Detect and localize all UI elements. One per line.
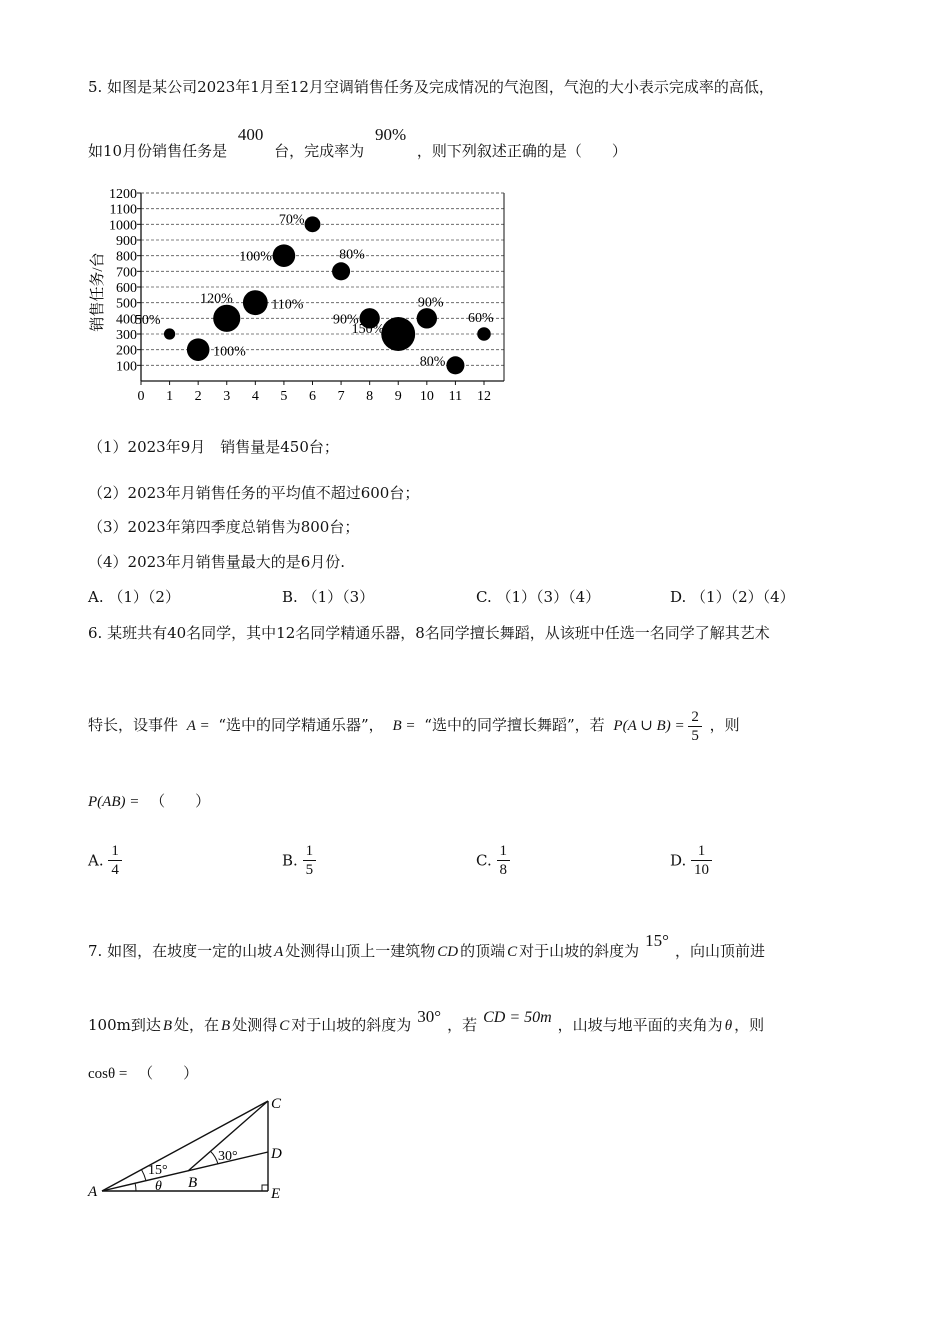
x-tick-label: 6 — [308, 389, 316, 404]
bubble-label: 110% — [271, 297, 304, 313]
q7-angle-30: 30° — [417, 1007, 442, 1026]
q6-ask-paren: （ ） — [150, 792, 211, 810]
q7-ask — [88, 1062, 198, 1083]
bubble-label: 50% — [134, 313, 161, 328]
q6-option-c[interactable] — [476, 842, 510, 879]
q6-condition-fraction — [688, 708, 702, 745]
q5-line1: 5. 如图是某公司2023年1月至12月空调销售任务及完成情况的气泡图，气泡的大小表示完成率的高低， — [88, 78, 774, 96]
y-tick-label: 300 — [116, 328, 137, 343]
q5-option-a[interactable] — [88, 586, 180, 607]
bubble-label: 70% — [278, 212, 305, 228]
option-text: （1）（3） — [302, 588, 375, 606]
bubble-month-9 — [381, 317, 415, 351]
q5-line2 — [88, 125, 627, 161]
q5-statement-2: （2）2023年月销售任务的平均值不超过600台； — [88, 484, 420, 502]
y-tick-label: 100 — [116, 359, 137, 375]
bubble-month-4 — [243, 290, 268, 315]
fraction-numerator: 1 — [691, 842, 712, 861]
x-tick-label: 3 — [223, 389, 231, 404]
q7-point-c: C — [507, 944, 518, 960]
option-fraction — [691, 842, 712, 879]
q6-line2-b: “选中的同学精通乐器”， — [218, 715, 384, 734]
bubble-label: 90% — [332, 312, 359, 328]
q7-figure — [84, 1090, 304, 1205]
bubble-label: 120% — [200, 291, 233, 307]
q7-line2-d: 对于山坡的斜度为 — [291, 1016, 412, 1034]
fraction-numerator: 1 — [303, 842, 317, 861]
option-letter: C. — [476, 851, 492, 870]
q7-line2 — [88, 1007, 765, 1035]
q6-condition — [613, 709, 705, 744]
q6-option-d[interactable] — [670, 842, 712, 879]
option-letter: D. — [670, 588, 687, 606]
x-tick-label: 11 — [448, 389, 463, 404]
bubble-month-5 — [273, 244, 296, 267]
fraction-denominator: 4 — [111, 862, 119, 878]
bubble-label: 100% — [239, 249, 272, 265]
q7-theta: θ — [724, 1018, 733, 1034]
bubble-label: 150% — [351, 322, 385, 337]
q5-line2-a: 如10月份销售任务是 — [88, 142, 228, 160]
q7-cd-eq: CD = 50m — [483, 1009, 552, 1026]
bubble-label: 60% — [467, 311, 494, 326]
q5-option-d[interactable] — [670, 586, 795, 607]
bubble-month-3 — [213, 305, 240, 332]
option-letter: A. — [88, 851, 104, 870]
arc-15 — [142, 1170, 147, 1181]
y-tick-label: 600 — [116, 281, 137, 296]
bubble-chart — [84, 184, 514, 404]
label-e: E — [271, 1186, 281, 1202]
x-tick-label: 2 — [194, 389, 202, 404]
q7-point-a: A — [274, 944, 284, 960]
x-tick-label: 9 — [394, 389, 402, 404]
option-text: （1）（2）（4） — [691, 588, 795, 606]
option-fraction — [303, 842, 317, 879]
q7-line1-b: 处测得山顶上一建筑物 — [285, 942, 436, 960]
bubble-month-11 — [446, 356, 464, 374]
q7-point-b: B — [162, 1018, 173, 1034]
line-ad — [102, 1152, 268, 1191]
q5-rate-value: 90% — [374, 125, 407, 144]
bubble-month-6 — [305, 216, 321, 232]
fraction-denominator: 5 — [691, 728, 699, 744]
x-tick-label: 7 — [337, 389, 345, 404]
x-tick-label: 8 — [366, 389, 374, 404]
q5-option-c[interactable] — [476, 586, 600, 607]
bubble-month-12 — [477, 327, 491, 341]
q7-point-b-2: B — [221, 1018, 231, 1034]
x-tick-label: 0 — [137, 389, 145, 404]
fraction-denominator: 10 — [694, 862, 710, 878]
y-tick-label: 500 — [116, 296, 137, 312]
q7-point-cd: CD — [437, 944, 459, 960]
q7-ask-paren: （ ） — [138, 1064, 199, 1082]
y-tick-label: 1100 — [109, 202, 137, 218]
bubble-month-1 — [164, 328, 175, 339]
option-letter: C. — [476, 588, 492, 606]
arc-theta — [135, 1183, 136, 1191]
x-tick-label: 10 — [419, 389, 434, 404]
q7-line2-a: 100m到达 — [88, 1016, 161, 1034]
chart-ylabel: 销售任务/台 — [90, 252, 106, 332]
q6-option-a[interactable] — [88, 842, 122, 879]
option-text: （1）（3）（4） — [496, 588, 601, 606]
fraction-denominator: 8 — [499, 862, 507, 878]
line-ac — [102, 1101, 268, 1191]
q7-line1-e: ，向山顶前进 — [674, 942, 765, 960]
q7-line2-e: ，若 — [447, 1016, 478, 1034]
option-fraction — [497, 842, 511, 879]
arc-30 — [211, 1151, 218, 1164]
label-b: B — [188, 1175, 198, 1191]
bubble-label: 90% — [417, 295, 444, 311]
fraction-denominator: 5 — [305, 862, 314, 878]
right-angle-mark — [262, 1185, 268, 1191]
option-letter: B. — [282, 588, 298, 606]
q6-condition-lhs: P(A ∪ B) = — [613, 717, 685, 734]
q7-angle-15: 15° — [645, 931, 669, 950]
q6-line2-a: 特长，设事件 — [88, 715, 179, 734]
option-fraction — [108, 842, 122, 879]
q7-line2-g: ，则 — [734, 1016, 765, 1034]
y-tick-label: 200 — [116, 343, 137, 359]
q5-statement-1: （1）2023年9月 销售量是450台； — [88, 438, 339, 456]
q7-line1-d: 对于山坡的斜度为 — [519, 942, 640, 960]
option-letter: D. — [670, 851, 687, 870]
q7-line2-c: 处测得 — [232, 1016, 278, 1034]
y-tick-label: 800 — [116, 249, 137, 265]
q7-line1 — [88, 931, 765, 961]
option-letter: B. — [282, 851, 298, 870]
q5-statement-4: （4）2023年月销售量最大的是6月份. — [88, 553, 346, 571]
bubble-month-10 — [417, 308, 437, 328]
y-tick-label: 700 — [116, 265, 137, 281]
x-tick-label: 12 — [476, 389, 491, 404]
q6-line2 — [88, 708, 740, 745]
q6-option-b[interactable] — [282, 842, 316, 879]
q7-ask-expr: cosθ = — [88, 1066, 128, 1082]
q6-ask-expr: P(AB) = — [88, 794, 140, 810]
x-tick-label: 1 — [166, 389, 174, 404]
fraction-numerator: 1 — [497, 842, 511, 861]
y-tick-label: 1200 — [109, 187, 137, 202]
y-tick-label: 400 — [116, 312, 137, 328]
q7-line2-b: 处，在 — [174, 1016, 220, 1034]
q7-line2-f: ，山坡与地平面的夹角为 — [557, 1016, 723, 1034]
option-text: （1）（2） — [108, 588, 180, 606]
q7-point-c-2: C — [279, 1018, 290, 1034]
bubble-month-2 — [187, 338, 210, 361]
q5-option-b[interactable] — [282, 586, 374, 607]
q5-line2-c: ，则下列叙述正确的是（ ） — [416, 142, 627, 160]
y-tick-label: 900 — [116, 234, 137, 249]
label-a: A — [88, 1184, 98, 1200]
q7-line1-c: 的顶端 — [460, 942, 506, 960]
bubble-month-7 — [332, 262, 350, 280]
label-angle-15: 15° — [148, 1163, 168, 1178]
q6-event-a: A = — [186, 717, 210, 734]
fraction-numerator: 1 — [108, 842, 122, 861]
q5-task-value: 400 — [237, 125, 264, 144]
q6-event-b: B = — [392, 717, 416, 734]
q6-line1: 6. 某班共有40名同学，其中12名同学精通乐器，8名同学擅长舞蹈，从该班中任选一名同学了解其艺术 — [88, 624, 770, 642]
x-tick-label: 4 — [251, 389, 259, 404]
q6-line2-c: “选中的同学擅长舞蹈”，若 — [424, 715, 605, 734]
label-theta: θ — [155, 1179, 162, 1194]
label-c: C — [271, 1096, 282, 1112]
bubble-label: 100% — [213, 344, 246, 360]
option-letter: A. — [88, 588, 104, 606]
bubble-label: 80% — [339, 247, 365, 263]
q5-statement-3: （3）2023年第四季度总销售为800台； — [88, 518, 360, 536]
y-tick-label: 1000 — [109, 218, 137, 234]
q5-line2-b: 台，完成率为 — [274, 142, 365, 160]
x-tick-label: 5 — [280, 389, 288, 404]
label-d: D — [271, 1146, 282, 1162]
bubble-label: 80% — [419, 354, 446, 370]
q6-ask — [88, 790, 210, 811]
q7-line1-a: 7. 如图，在坡度一定的山坡 — [88, 942, 273, 960]
label-angle-30: 30° — [218, 1149, 238, 1164]
q6-line2-d: ，则 — [709, 715, 740, 734]
fraction-numerator: 2 — [688, 708, 702, 727]
